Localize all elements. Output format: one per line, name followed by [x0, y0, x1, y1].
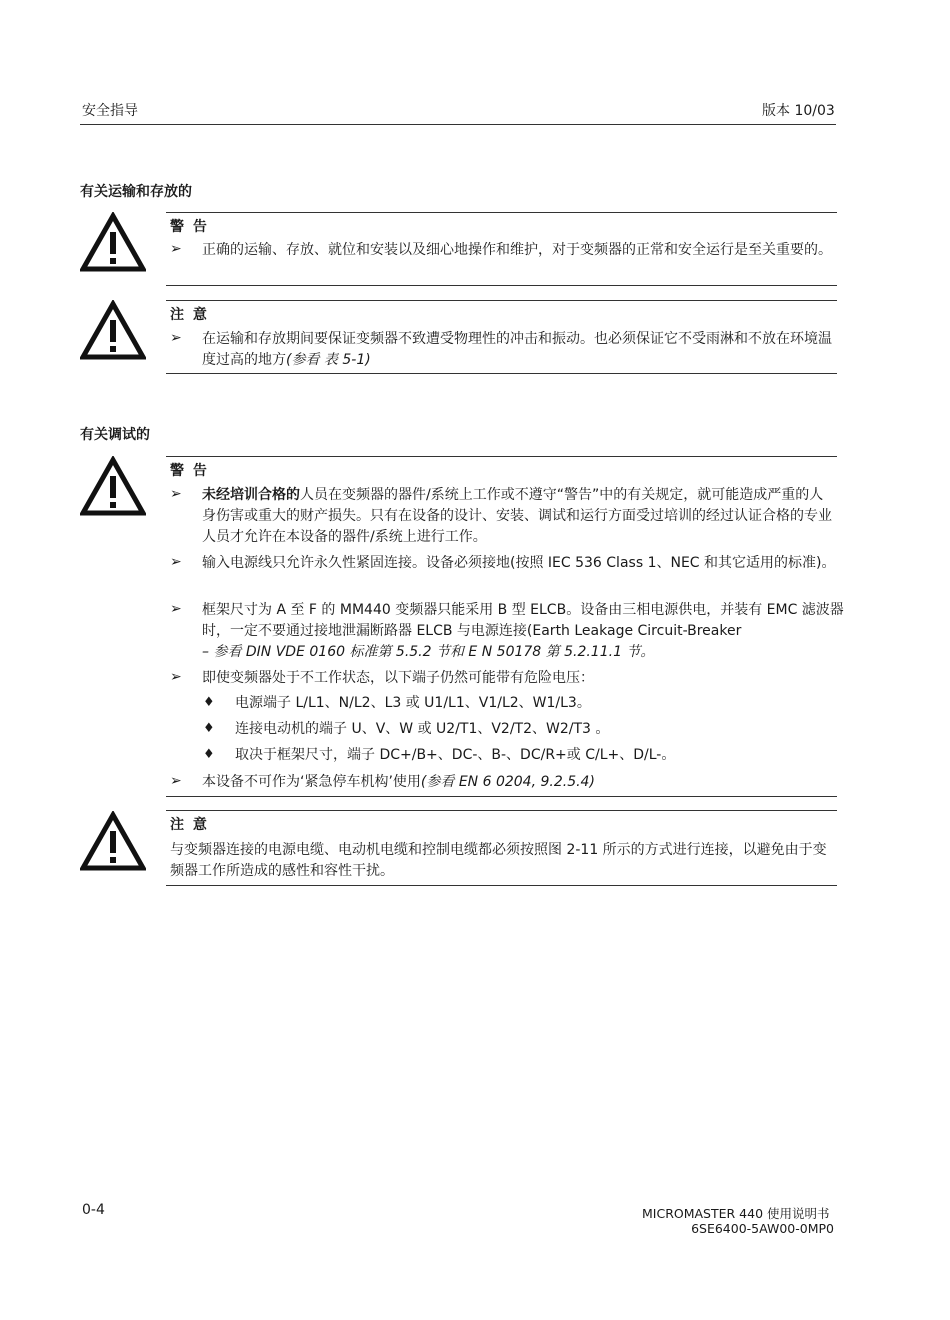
unqualified-emphasis: 未经培训合格的 — [202, 487, 300, 503]
commission-warning-item-5 — [202, 772, 836, 793]
arrow-bullet-icon: ➢ — [170, 669, 182, 685]
header-section-title: 安全指导 — [82, 103, 138, 119]
warning-triangle-icon — [80, 300, 146, 360]
page-number: 0-4 — [82, 1202, 105, 1218]
sub-item-1: 电源端子 L/L1、N/L2、L3 或 U1/L1、V1/L2、W1/L3。 — [235, 695, 591, 711]
arrow-bullet-icon: ➢ — [170, 486, 182, 502]
commission-notice-text: 与变频器连接的电源电缆、电动机电缆和控制电缆都必须按照图 2-11 所示的方式进行连接，以避免由于变频器工作所造成的感性和容性干扰。 — [170, 842, 827, 879]
commission-warning-item-4: 即使变频器处于不工作状态，以下端子仍然可能带有危险电压： — [202, 670, 594, 686]
header-version: 版本 10/03 — [762, 103, 835, 119]
diamond-bullet-icon: ♦ — [203, 747, 215, 762]
notice-heading: 注 意 — [170, 817, 209, 833]
header-rule — [80, 124, 836, 125]
warning-triangle-icon — [80, 456, 146, 516]
footer-order-number: 6SE6400-5AW00-0MP0 — [691, 1221, 834, 1236]
sub-item-2: 连接电动机的端子 U、V、W 或 U2/T1、V2/T2、W2/T3 。 — [235, 721, 610, 737]
block-top-rule — [166, 300, 837, 301]
block-bottom-rule — [166, 373, 837, 374]
transport-notice-item — [202, 329, 836, 371]
block-bottom-rule — [166, 796, 837, 797]
arrow-bullet-icon: ➢ — [170, 330, 182, 346]
transport-warning-item: 正确的运输、存放、就位和安装以及细心地操作和维护，对于变频器的正常和安全运行是至关重要的。 — [202, 242, 832, 258]
warning-triangle-icon — [80, 212, 146, 272]
commission-warning-ref-3: – 参看 DIN VDE 0160 标准第 5.5.2 节和 E N 50178 第 5.2.11.1 节。 — [202, 644, 655, 660]
warning-heading: 警 告 — [170, 219, 209, 235]
commission-warning-text-5: 本设备不可作为‘紧急停车机构’使用 — [202, 774, 421, 790]
warning-triangle-icon — [80, 811, 146, 871]
block-bottom-rule — [166, 285, 837, 286]
transport-notice-ref: (参看 表 5-1) — [286, 352, 371, 368]
commission-warning-item-1 — [202, 485, 836, 548]
arrow-bullet-icon: ➢ — [170, 554, 182, 570]
section-title-commissioning: 有关调试的 — [80, 427, 150, 443]
arrow-bullet-icon: ➢ — [170, 601, 182, 617]
commission-warning-text-1: 人员在变频器的器件/系统上工作或不遵守“警告”中的有关规定，就可能造成严重的人身伤害或重大的财产损失。只有在设备的设计、安装、调试和运行方面受过培训的经过认证合格的专业人员才允许在本设备的器件/系统上进行工作。 — [202, 487, 832, 545]
commission-warning-item-2: 输入电源线只允许永久性紧固连接。设备必须接地(按照 IEC 536 Class 1、NEC 和其它适用的标准)。 — [202, 555, 836, 571]
block-bottom-rule — [166, 885, 837, 886]
transport-notice-text: 在运输和存放期间要保证变频器不致遭受物理性的冲击和振动。也必须保证它不受雨淋和不放在环境温度过高的地方 — [202, 331, 832, 368]
block-top-rule — [166, 810, 837, 811]
block-top-rule — [166, 456, 837, 457]
sub-item-3: 取决于框架尺寸，端子 DC+/B+、DC-、B-、DC/R+或 C/L+、D/L-。 — [235, 747, 676, 763]
block-top-rule — [166, 212, 837, 213]
commission-warning-item-3 — [202, 600, 850, 663]
diamond-bullet-icon: ♦ — [203, 721, 215, 736]
footer-product: MICROMASTER 440 使用说明书 — [642, 1206, 830, 1221]
commission-warning-text-3: 框架尺寸为 A 至 F 的 MM440 变频器只能采用 B 型 ELCB。设备由三相电源供电，并装有 EMC 滤波器时，一定不要通过接地泄漏断路器 ELCB 与电源连接(Earth Leakage Circuit-Breaker — [202, 602, 844, 639]
commission-warning-ref-5: (参看 EN 6 0204, 9.2.5.4) — [420, 774, 595, 790]
warning-heading: 警 告 — [170, 463, 209, 479]
diamond-bullet-icon: ♦ — [203, 695, 215, 710]
arrow-bullet-icon: ➢ — [170, 773, 182, 789]
notice-heading: 注 意 — [170, 307, 209, 323]
section-title-transport: 有关运输和存放的 — [80, 184, 192, 200]
arrow-bullet-icon: ➢ — [170, 241, 182, 257]
